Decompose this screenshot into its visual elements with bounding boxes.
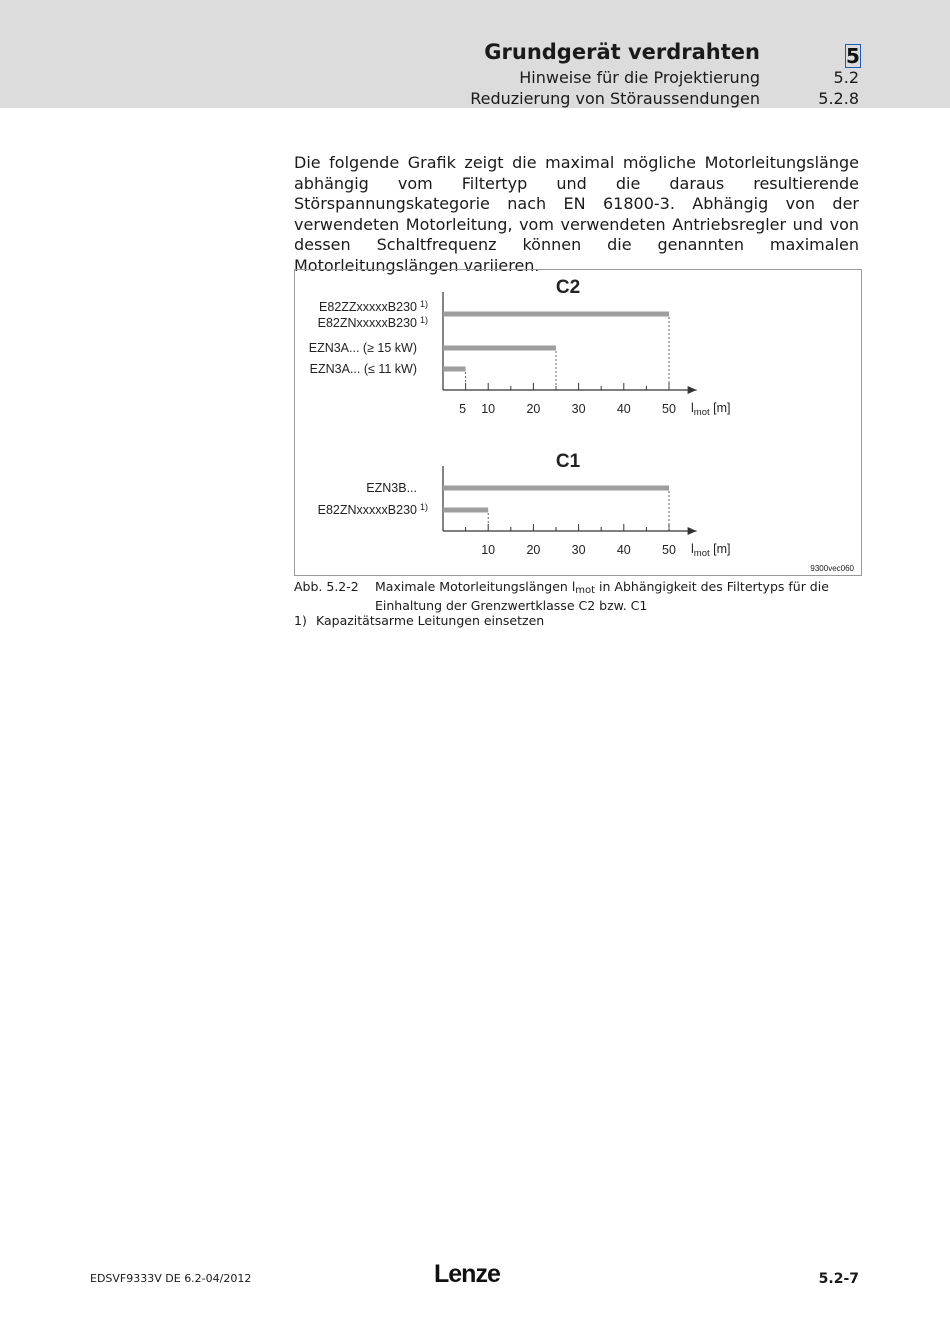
cable-length-chart	[295, 270, 861, 575]
panel-c1-x-label: $l_{mot}$ [m]	[691, 542, 731, 559]
panel-c2-tick-label: 10	[481, 402, 496, 416]
panel-c1-tick-label: 50	[662, 543, 676, 557]
panel-c2-footnote-marker: 1)	[420, 315, 429, 325]
footnote-number: 1)	[294, 613, 307, 628]
caption-text-sub: mot	[575, 585, 596, 596]
chapter-number[interactable]: 5	[846, 44, 860, 68]
panel-c2-tick-label: 20	[526, 402, 541, 416]
caption-text	[375, 579, 845, 613]
figure-frame	[294, 269, 862, 576]
document-code: EDSVF9333V DE 6.2-04/2012	[90, 1272, 252, 1285]
panel-c1-tick-label: 20	[526, 543, 541, 557]
panel-c2-tick-label: 5	[459, 402, 467, 416]
caption-text-end: in Abhängigkeit des Filtertyps für die Einhaltung der Grenzwertklasse C2 bzw. C1	[375, 579, 829, 613]
panel-c2-category-label: EZN3A... (≤ 11 kW)	[309, 362, 417, 376]
caption-text-start: Maximale Motorleitungslängen l	[375, 579, 576, 594]
panel-c1-bar	[443, 508, 488, 513]
subsection-number: 5.2.8	[818, 89, 859, 108]
panel-c2-footnote-marker: 1)	[420, 299, 429, 309]
lenze-logo: Lenze	[434, 1260, 500, 1288]
section-number: 5.2	[833, 68, 859, 87]
panel-c1-tick-label: 40	[616, 543, 631, 557]
chapter-title: Grundgerät verdrahten	[484, 40, 760, 64]
panel-c1-tick-label: 10	[481, 543, 496, 557]
caption-label: Abb. 5.2-2	[294, 579, 359, 594]
panel-c1-tick-label: 30	[571, 543, 586, 557]
panel-c2-bar	[443, 367, 466, 372]
panel-c2-category-label: E82ZZxxxxxB230	[319, 300, 417, 314]
section-title: Hinweise für die Projektierung	[519, 68, 760, 87]
panel-c2-title: C2	[555, 277, 581, 298]
figure-code: 9300vec060	[810, 564, 854, 573]
panel-c2-bar	[443, 312, 669, 317]
panel-c1-title: C1	[555, 451, 581, 472]
panel-c2-x-label: $l_{mot}$ [m]	[691, 401, 731, 418]
panel-c2-category-label: E82ZNxxxxxB230	[317, 316, 417, 330]
panel-c2-tick-label: 30	[571, 402, 586, 416]
subsection-title: Reduzierung von Störaussendungen	[470, 89, 760, 108]
panel-c1-bar	[443, 486, 669, 491]
panel-c1-axis-arrow	[688, 527, 697, 535]
panel-c1-footnote-marker: 1)	[420, 502, 429, 512]
panel-c1-category-label: EZN3B...	[366, 481, 417, 495]
panel-c1-category-label: E82ZNxxxxxB230	[317, 503, 417, 517]
page-number: 5.2-7	[818, 1271, 859, 1287]
body-paragraph: Die folgende Grafik zeigt die maximal mögliche Motorleitungslänge abhängig vom Filtertyp und die daraus resultierende Störspannungskategorie nach EN 61800-3. Abhängig von der verwendeten Motorleitung, vom verwendeten Antriebsregler und von dessen Schaltfrequenz können die genannten maximalen Motorleitungslängen variieren.	[294, 153, 859, 275]
panel-c2-axis-arrow	[688, 386, 697, 394]
panel-c2-tick-label: 50	[662, 402, 676, 416]
panel-c2-bar	[443, 346, 556, 351]
panel-c2-tick-label: 40	[616, 402, 631, 416]
footnote-text: Kapazitätsarme Leitungen einsetzen	[316, 613, 545, 628]
panel-c2-category-label: EZN3A... (≥ 15 kW)	[308, 341, 417, 355]
